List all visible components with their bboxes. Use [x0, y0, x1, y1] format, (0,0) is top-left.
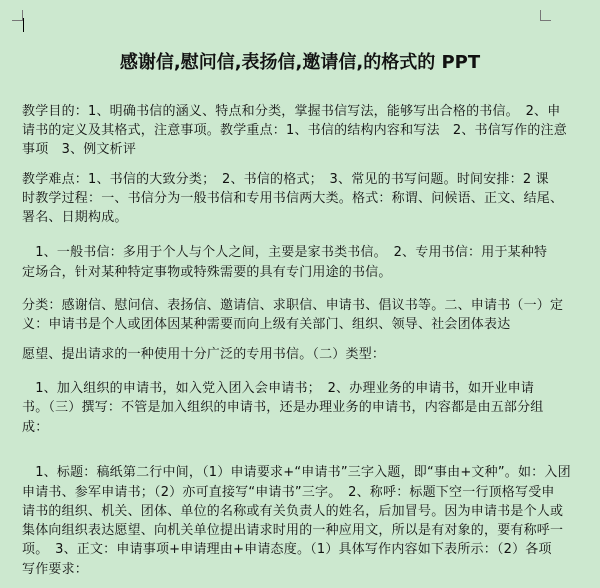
body-line: 时教学过程：一、书信分为一般书信和专用书信两大类。格式：称谓、问候语、正文、结尾、	[22, 191, 564, 206]
body-line: 教学难点：1、书信的大致分类； 2、书信的格式； 3、常见的书写问题。时间安排：2 课	[22, 172, 549, 187]
body-line: 集体向组织表达愿望、向机关单位提出请求时用的一种应用文，所以是有对象的，要有称呼一	[22, 523, 564, 538]
body-line: 申请书、参军申请书；（2）亦可直接写“申请书”三字。 2、称呼：标题下空一行顶格写受申	[22, 485, 555, 500]
body-line: 分类：感谢信、慰问信、表扬信、邀请信、求职信、申请书、倡议书等。二、申请书（一）定	[22, 298, 564, 313]
body-line: 请书的定义及其格式，注意事项。教学重点：1、书信的结构内容和写法 2、书信写作的注意	[22, 123, 567, 138]
body-line: 成：	[22, 420, 49, 435]
body-line: 定场合，针对某种特定事物或特殊需要的具有专门用途的书信。	[22, 265, 392, 280]
page-corner-mark-right	[540, 10, 551, 21]
document-title: 感谢信,慰问信,表扬信,邀请信,的格式的 PPT	[119, 52, 481, 73]
body-line: 义：申请书是个人或团体因某种需要而向上级有关部门、组织、领导、社会团体表达	[22, 317, 511, 332]
body-line: 写作要求：	[22, 562, 89, 577]
body-line: 教学目的：1、明确书信的涵义、特点和分类，掌握书信写法，能够写出合格的书信。 2、申	[22, 104, 561, 119]
page-corner-mark-left	[12, 10, 23, 21]
text-cursor	[23, 18, 24, 32]
body-line: 项。 3、正文：申请事项+申请理由+申请态度。（1）具体写作内容如下表所示：（2）各项	[22, 542, 552, 557]
body-line: 1、一般书信：多用于个人与个人之间，主要是家书类书信。 2、专用书信：用于某种特	[22, 245, 548, 260]
body-line: 愿望、提出请求的一种使用十分广泛的专用书信。（二）类型：	[22, 347, 386, 362]
body-line: 书。（三）撰写：不管是加入组织的申请书，还是办理业务的申请书，内容都是由五部分组	[22, 400, 544, 415]
body-line: 事项 3、例文析评	[22, 142, 137, 157]
body-line: 1、标题：稿纸第二行中间，（1）申请要求+“申请书”三字入题，即“事由+文种”。如：入团	[22, 465, 571, 480]
body-line: 1、加入组织的申请书，如入党入团入会申请书； 2、办理业务的申请书，如开业申请	[22, 381, 535, 396]
body-line: 请书的组织、机关、团体、单位的名称或有关负责人的姓名，后加冒号。因为申请书是个人或	[22, 504, 564, 519]
body-line: 署名、日期构成。	[22, 210, 128, 225]
